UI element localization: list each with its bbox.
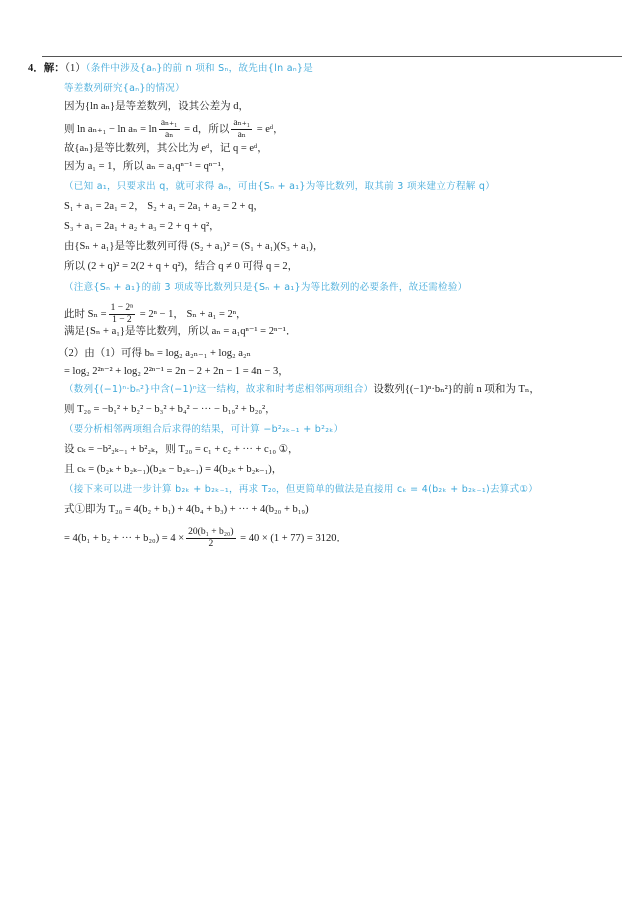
math-text: = 4(b₁ + b₂ + ··· + b₂₀) = 4 × bbox=[64, 532, 185, 544]
fraction bbox=[109, 303, 136, 326]
hint-note: （注意{Sₙ + a₁}的前 3 项成等比数列只是{Sₙ + a₁}为等比数列的必要条件，故还需检验） bbox=[64, 282, 468, 293]
math-text: （2）由（1）可得 bₙ = log₂ a₂ₙ₋₁ + log₂ a₂ₙ bbox=[58, 348, 252, 359]
fraction bbox=[159, 118, 180, 141]
solution-line bbox=[64, 281, 467, 295]
fraction-numerator: aₙ₊₁ bbox=[233, 118, 251, 128]
solution-line bbox=[64, 142, 268, 156]
math-text: 则 ln aₙ₊₁ − ln aₙ = ln bbox=[64, 123, 157, 135]
fraction bbox=[231, 118, 252, 141]
fraction-denominator: 2 bbox=[208, 539, 214, 549]
top-rule bbox=[42, 56, 622, 57]
hint-note: （接下来可以进一步计算 b₂ₖ + b₂ₖ₋₁，再求 T₂₀，但更简单的做法是直接用 cₖ = 4(b₂ₖ + b₂ₖ₋₁)去算式①） bbox=[64, 484, 538, 495]
fraction-numerator: 20(b₁ + b₂₀) bbox=[188, 527, 234, 537]
math-text: S₁ + a₁ = 2a₁ = 2， S₂ + a₁ = 2a₁ + a₂ = 2 + q， bbox=[64, 201, 264, 212]
solution-line bbox=[64, 503, 309, 517]
math-text: 故{aₙ}是等比数列，其公比为 eᵈ，记 q = eᵈ， bbox=[64, 143, 268, 154]
math-text: S₃ + a₁ = 2a₁ + a₂ + a₃ = 2 + q + q²， bbox=[64, 221, 220, 232]
solution-line bbox=[64, 527, 347, 550]
math-text: 由{Sₙ + a₁}是等比数列可得 (S₂ + a₁)² = (S₁ + a₁)(S₃ + a₁)， bbox=[64, 241, 324, 252]
math-text: 式①即为 T₂₀ = 4(b₂ + b₁) + 4(b₄ + b₃) + ··· + 4(b₂₀ + b₁₉) bbox=[64, 504, 309, 515]
solution-line bbox=[64, 160, 231, 174]
fraction-denominator: 1 − 2 bbox=[112, 315, 132, 325]
solution-line bbox=[64, 483, 538, 497]
math-text: = 2ⁿ − 1， Sₙ + a₁ = 2ⁿ， bbox=[137, 308, 247, 320]
solution-line bbox=[64, 403, 276, 417]
solution-line bbox=[64, 220, 220, 234]
solution-line bbox=[64, 100, 249, 114]
hint-note: （要分析相邻两项组合后求得的结果，可计算 −b²₂ₖ₋₁ + b²₂ₖ） bbox=[64, 424, 344, 435]
fraction-numerator: aₙ₊₁ bbox=[160, 118, 178, 128]
solution-line bbox=[64, 443, 299, 457]
solution-line bbox=[64, 82, 185, 96]
math-text: 因为 a₁ = 1，所以 aₙ = a₁qⁿ⁻¹ = qⁿ⁻¹， bbox=[64, 161, 232, 172]
math-text: 此时 Sₙ = bbox=[64, 308, 107, 320]
solution-line bbox=[64, 463, 282, 477]
solution-line bbox=[65, 63, 313, 74]
solution-line bbox=[64, 180, 495, 194]
hint-note: （数列{(−1)ⁿ·bₙ²}中含(−1)ⁿ这一结构，故求和时考虑相邻两项组合） bbox=[64, 384, 374, 395]
hint-note: （已知 a₁，只要求出 q，就可求得 aₙ，可由{Sₙ + a₁}为等比数列，取其前 3 项来建立方程解 q） bbox=[64, 181, 495, 192]
solution-line bbox=[58, 347, 251, 361]
solution-line bbox=[64, 383, 540, 397]
problem-header bbox=[28, 62, 313, 76]
math-text: 满足{Sₙ + a₁}是等比数列，所以 aₙ = a₁qⁿ⁻¹ = 2ⁿ⁻¹． bbox=[64, 326, 297, 337]
solution-line bbox=[64, 118, 284, 141]
math-text: = d，所以 bbox=[181, 123, 230, 135]
solution-line bbox=[64, 200, 264, 214]
math-text: 设数列{(−1)ⁿ·bₙ²}的前 n 项和为 Tₙ， bbox=[373, 384, 540, 395]
fraction bbox=[186, 527, 235, 550]
math-text: 所以 (2 + q)² = 2(2 + q + q²)，结合 q ≠ 0 可得 q = 2， bbox=[64, 261, 299, 272]
solution-heading: 解： bbox=[43, 63, 65, 74]
problem-number: 4． bbox=[28, 63, 44, 74]
math-text: = eᵈ， bbox=[254, 123, 284, 135]
math-text: 且 cₖ = (b₂ₖ + b₂ₖ₋₁)(b₂ₖ − b₂ₖ₋₁) = 4(b₂ₖ + b₂ₖ₋₁)， bbox=[64, 464, 283, 475]
math-text: 则 T₂₀ = −b₁² + b₂² − b₃² + b₄² − ··· − b₁₉² + b₂₀²， bbox=[64, 404, 276, 415]
fraction-denominator: aₙ bbox=[165, 130, 174, 140]
solution-line bbox=[64, 325, 296, 339]
math-text: 设 cₖ = −b²₂ₖ₋₁ + b²₂ₖ，则 T₂₀ = c₁ + c₂ + ··· + c₁₀ ①， bbox=[64, 444, 299, 455]
solution-line bbox=[64, 240, 323, 254]
fraction-denominator: aₙ bbox=[237, 130, 246, 140]
solution-line bbox=[64, 423, 344, 437]
math-text: = log₂ 2²ⁿ⁻² + log₂ 2²ⁿ⁻¹ = 2n − 2 + 2n − 1 = 4n − 3， bbox=[64, 366, 289, 377]
solution-line bbox=[64, 303, 247, 326]
solution-line bbox=[64, 365, 289, 379]
solution-line bbox=[64, 260, 298, 274]
hint-note: （条件中涉及{aₙ}的前 n 项和 Sₙ，故先由{ln aₙ}是 bbox=[85, 63, 314, 74]
math-text: 因为{ln aₙ}是等差数列，设其公差为 d， bbox=[64, 101, 249, 112]
fraction-numerator: 1 − 2ⁿ bbox=[110, 303, 134, 313]
math-text: （1） bbox=[64, 63, 86, 74]
hint-note: 等差数列研究{aₙ}的情况） bbox=[64, 83, 185, 94]
math-text: = 40 × (1 + 77) = 3120． bbox=[237, 532, 347, 544]
